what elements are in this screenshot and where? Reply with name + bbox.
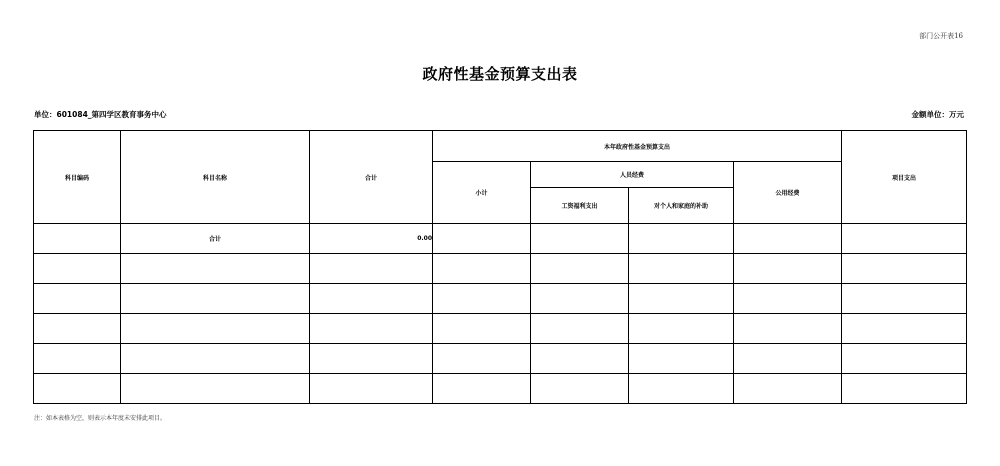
table-cell — [121, 314, 310, 344]
budget-table — [33, 130, 967, 404]
table-cell — [34, 254, 121, 284]
cell-total: 0.00 — [310, 224, 433, 254]
table-cell — [629, 254, 734, 284]
table-cell — [842, 254, 967, 284]
header-total: 合计 — [310, 131, 433, 224]
table-cell — [734, 374, 842, 404]
table-row — [34, 284, 967, 314]
table-cell — [531, 284, 629, 314]
table-cell — [310, 254, 433, 284]
table-cell — [34, 314, 121, 344]
cell-wages-welfare — [531, 224, 629, 254]
table-cell — [433, 284, 531, 314]
table-cell — [433, 344, 531, 374]
total-row — [34, 224, 967, 254]
table-cell — [531, 344, 629, 374]
header-current-year-expenditure: 本年政府性基金预算支出 — [433, 131, 842, 162]
table-row — [34, 344, 967, 374]
table-cell — [433, 314, 531, 344]
table-cell — [531, 254, 629, 284]
cell-subsidies-households — [629, 224, 734, 254]
table-cell — [734, 284, 842, 314]
table-row — [34, 314, 967, 344]
header-subtotal: 小计 — [433, 162, 531, 224]
page-title: 政府性基金预算支出表 — [422, 65, 578, 83]
table-cell — [121, 284, 310, 314]
table-cell — [34, 284, 121, 314]
table-cell — [433, 254, 531, 284]
table-cell — [629, 374, 734, 404]
header-personnel-expenses: 人员经费 — [531, 162, 734, 188]
table-cell — [34, 374, 121, 404]
table-cell — [734, 344, 842, 374]
unit-label: 单位：601084_第四学区教育事务中心 — [34, 110, 167, 119]
table-cell — [121, 344, 310, 374]
cell-public-expenses — [734, 224, 842, 254]
header-public-expenses: 公用经费 — [734, 162, 842, 224]
table-cell — [310, 344, 433, 374]
cell-subtotal — [433, 224, 531, 254]
table-cell — [734, 254, 842, 284]
form-number: 部门公开表16 — [919, 32, 963, 40]
table-cell — [842, 314, 967, 344]
table-cell — [629, 314, 734, 344]
table-cell — [34, 344, 121, 374]
header-subsidies-households: 对个人和家庭的补助 — [629, 188, 734, 224]
table-cell — [531, 374, 629, 404]
header-row — [34, 131, 967, 162]
table-cell — [310, 314, 433, 344]
table-cell — [629, 344, 734, 374]
header-subject-name: 科目名称 — [121, 131, 310, 224]
table-cell — [310, 374, 433, 404]
table-cell — [121, 254, 310, 284]
table-cell — [433, 374, 531, 404]
amount-unit-label: 金额单位：万元 — [911, 110, 964, 119]
table-cell — [121, 374, 310, 404]
header-wages-welfare: 工资福利支出 — [531, 188, 629, 224]
table-cell — [842, 284, 967, 314]
table-cell — [734, 314, 842, 344]
table-cell — [842, 344, 967, 374]
table-row — [34, 374, 967, 404]
table-cell — [629, 284, 734, 314]
table-row — [34, 254, 967, 284]
footnote: 注：如本表格为空，则表示本年度未安排此项目。 — [34, 415, 167, 422]
table-cell — [310, 284, 433, 314]
header-project-expenditure: 项目支出 — [842, 131, 967, 224]
table-cell — [531, 314, 629, 344]
cell-project-expenditure — [842, 224, 967, 254]
cell-subject-name: 合计 — [121, 224, 310, 254]
header-subject-code: 科目编码 — [34, 131, 121, 224]
table-cell — [842, 374, 967, 404]
cell-subject-code — [34, 224, 121, 254]
